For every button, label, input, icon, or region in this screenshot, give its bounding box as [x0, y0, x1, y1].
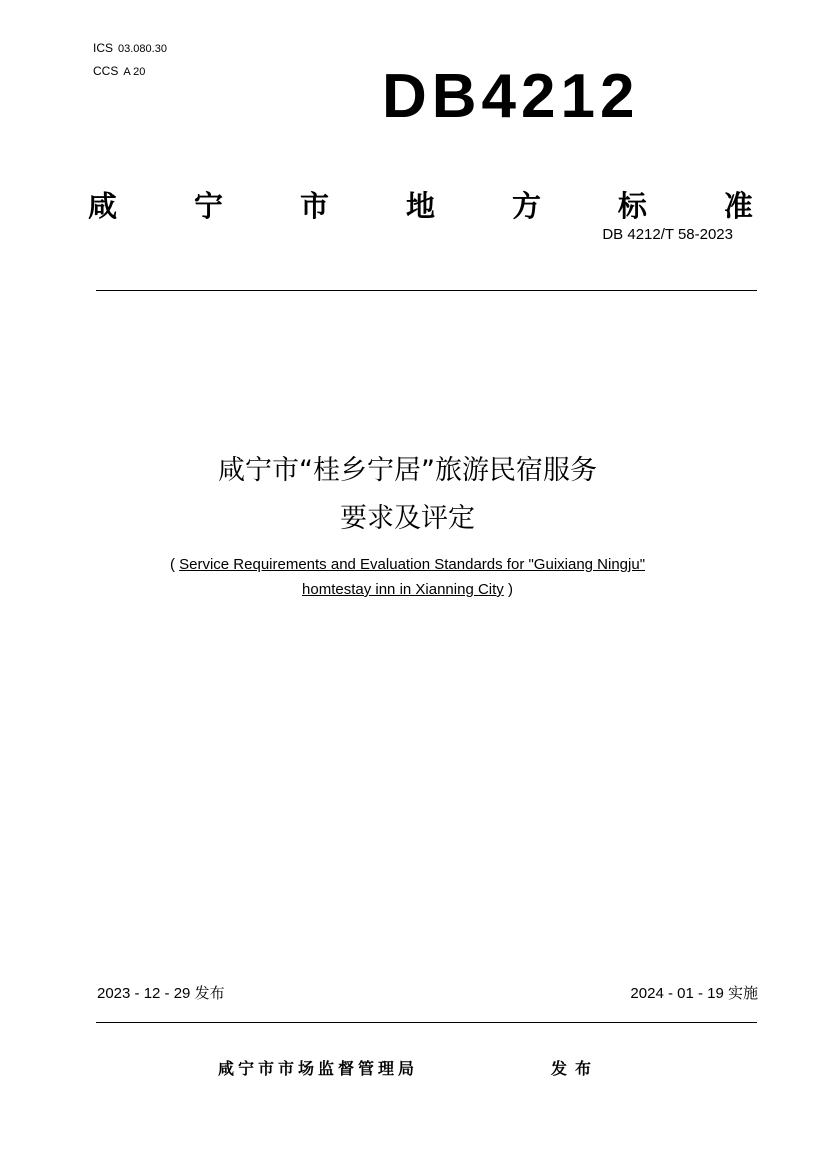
- standard-type-char: 咸: [88, 189, 118, 223]
- standard-code: DB 4212/T 58-2023: [602, 226, 733, 243]
- ics-label: ICS: [93, 41, 114, 55]
- ccs-label: CCS: [93, 64, 119, 78]
- english-title-line2: [0, 581, 815, 598]
- standard-type-char: 标: [617, 189, 647, 223]
- ics-code: [93, 41, 167, 55]
- bottom-divider: [96, 1022, 757, 1023]
- close-paren: ): [507, 581, 513, 598]
- english-title-line1: [0, 556, 815, 573]
- standard-type-heading: [88, 184, 753, 225]
- ccs-value: A 20: [123, 66, 146, 78]
- document-title-line2: 要求及评定: [340, 503, 475, 534]
- open-paren: (: [169, 556, 175, 573]
- top-divider: [96, 290, 757, 291]
- standard-type-char: 地: [405, 189, 435, 223]
- standard-type-char: 准: [723, 189, 753, 223]
- ics-value: 03.080.30: [118, 43, 167, 55]
- standard-type-char: 市: [299, 189, 329, 223]
- implementation-date: 2024 - 01 - 19 实施: [630, 985, 758, 1002]
- english-title-text-1: Service Requirements and Evaluation Standards for "Guixiang Ningju": [179, 556, 646, 573]
- publisher-name: 咸宁市市场监督管理局: [218, 1059, 419, 1078]
- standard-logo: DB4212: [382, 62, 640, 131]
- standard-type-char: 宁: [193, 189, 223, 223]
- publish-label: 发布: [551, 1059, 600, 1078]
- document-title-line1: 咸宁市“桂乡宁居”旅游民宿服务: [218, 455, 597, 486]
- english-title-text-2: homtestay inn in Xianning City: [302, 581, 504, 598]
- issue-date: 2023 - 12 - 29 发布: [97, 985, 225, 1002]
- ccs-code: [93, 64, 145, 78]
- standard-type-char: 方: [511, 189, 541, 223]
